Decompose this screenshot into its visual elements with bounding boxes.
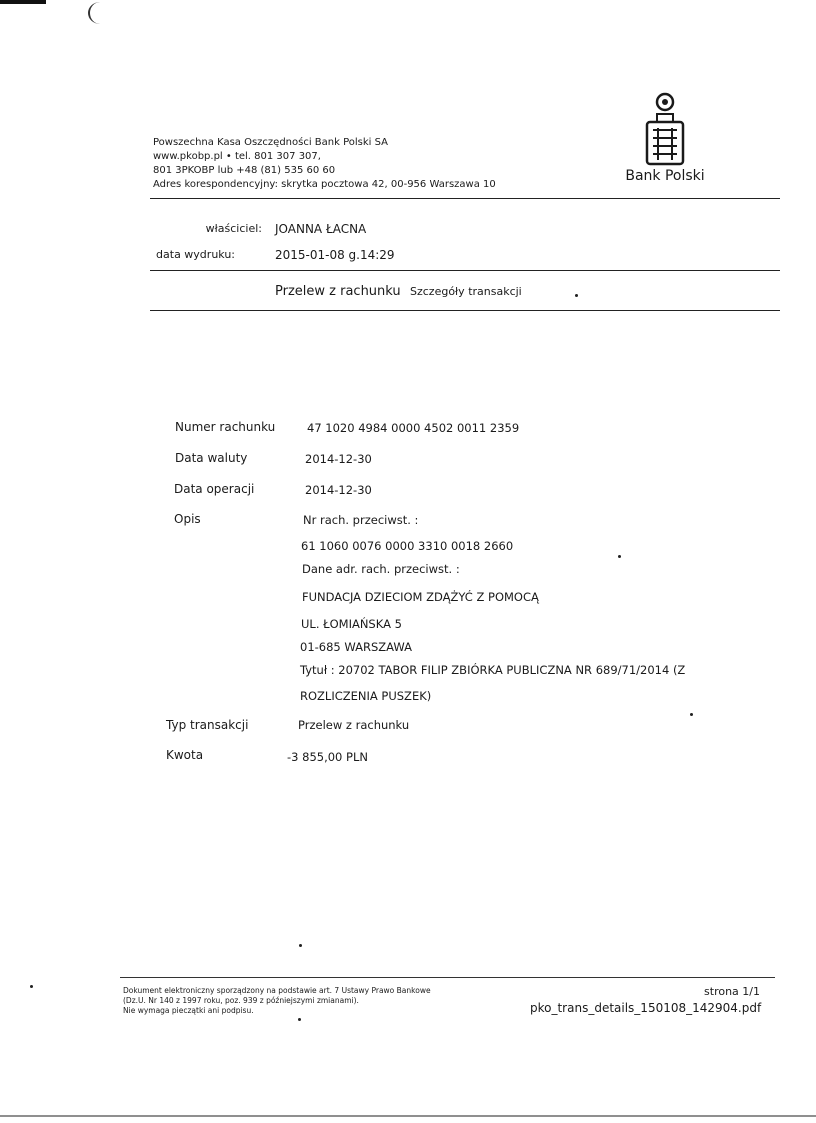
footer-note-line: Dokument elektroniczny sporządzony na podstawie art. 7 Ustawy Prawo Bankowe [123,986,431,995]
description-line: 01-685 WARSZAWA [300,640,413,654]
type-value: Przelew z rachunku [298,718,410,732]
page-number: strona 1/1 [704,985,760,998]
description-line: FUNDACJA DZIECIOM ZDĄŻYĆ Z POMOCĄ [302,590,539,604]
scan-speck [690,713,693,716]
scan-speck [30,985,33,988]
scan-speck [575,294,578,297]
file-name: pko_trans_details_150108_142904.pdf [530,1001,762,1015]
description-line: Tytuł : 20702 TABOR FILIP ZBIÓRKA PUBLICZNA NR 689/71/2014 (Z [300,663,686,677]
description-label: Opis [174,512,201,526]
amount-label: Kwota [166,748,204,762]
scan-bottom-edge [0,1115,816,1117]
print-date-value: 2015-01-08 g.14:29 [275,248,395,262]
description-line: UL. ŁOMIAŃSKA 5 [301,617,402,631]
description-line: Nr rach. przeciwst. : [303,513,419,527]
scan-edge-mark [0,0,46,4]
description-line: ROZLICZENIA PUSZEK) [300,689,432,703]
owner-value: JOANNA ŁACNA [275,222,367,236]
scan-arc-mark [88,2,112,24]
operation-date-value: 2014-12-30 [305,483,372,497]
footer-divider [120,977,775,978]
value-date-label: Data waluty [175,451,248,465]
bank-address: Adres korespondencyjny: skrytka pocztowa 42, 00-956 Warszawa 10 [153,179,496,190]
operation-date-label: Data operacji [174,482,255,496]
owner-label: właściciel: [205,222,262,235]
value-date-value: 2014-12-30 [305,452,372,466]
bank-contact: www.pkobp.pl • tel. 801 307 307, [153,151,321,162]
description-line: Dane adr. rach. przeciwst. : [302,562,460,576]
bank-logo [625,92,705,184]
description-line: 61 1060 0076 0000 3310 0018 2660 [301,539,514,553]
print-date-label: data wydruku: [156,248,235,261]
meta-divider [150,270,780,271]
footer-note-line: Nie wymaga pieczątki ani podpisu. [123,1006,254,1015]
scan-speck [618,555,621,558]
header-divider [150,198,780,199]
footer-legal-note [123,986,463,1016]
bank-header [153,136,496,192]
logo-text: Bank Polski [625,168,705,184]
account-value: 47 1020 4984 0000 4502 0011 2359 [307,421,520,435]
bank-name: Powszechna Kasa Oszczędności Bank Polski SA [153,137,388,148]
footer-note-line: (Dz.U. Nr 140 z 1997 roku, poz. 939 z późniejszymi zmianami). [123,996,359,1005]
title-divider [150,310,780,311]
amount-value: -3 855,00 PLN [287,750,368,764]
type-label: Typ transakcji [166,718,249,732]
section-title: Przelew z rachunku [275,284,401,299]
account-label: Numer rachunku [175,420,276,434]
scan-speck [299,944,302,947]
section-subtitle: Szczegóły transakcji [410,285,522,298]
bank-phone: 801 3PKOBP lub +48 (81) 535 60 60 [153,165,336,176]
scan-speck [298,1018,301,1021]
pko-keyhole-logo-icon [643,92,687,166]
